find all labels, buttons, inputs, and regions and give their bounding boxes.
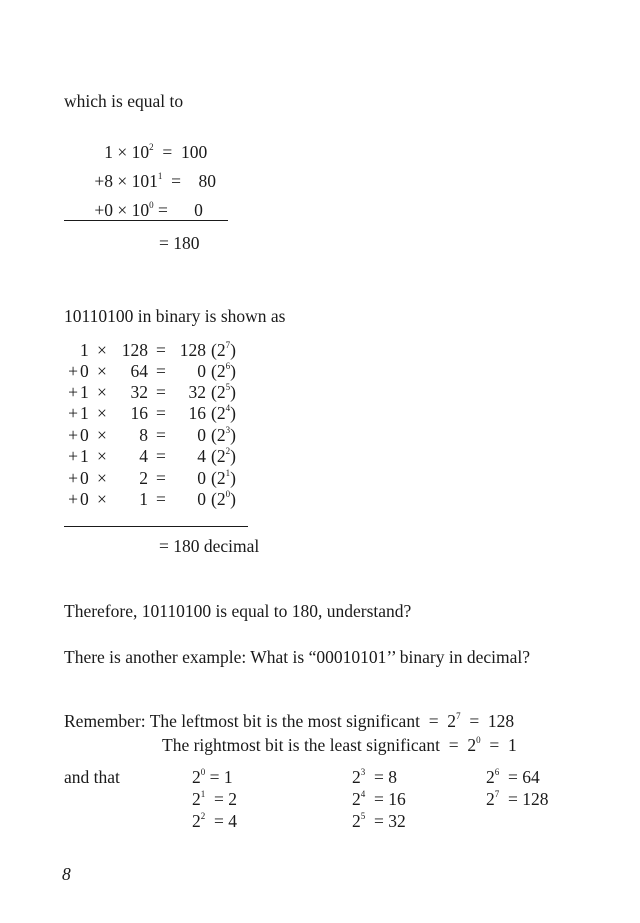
- power-cell: $(2^5)$: [211, 382, 236, 402]
- sum-rule: [64, 526, 248, 527]
- equals-sign: =: [156, 403, 166, 423]
- times-sign: ×: [97, 446, 107, 466]
- and-that-label: and that: [64, 767, 120, 787]
- bit-cell: 0: [80, 425, 89, 445]
- power-cell: $(2^0)$: [211, 489, 236, 509]
- value-cell: 0: [197, 489, 206, 509]
- power-entry: $2^4 = 16$: [352, 789, 406, 809]
- bit-cell: 1: [80, 403, 89, 423]
- power-cell: $(2^4)$: [211, 403, 236, 423]
- weight-cell: 16: [130, 403, 148, 423]
- times-sign: ×: [97, 340, 107, 360]
- bit-cell: 1: [80, 340, 89, 360]
- decimal-total: = 180: [159, 233, 200, 253]
- equals-sign: =: [156, 446, 166, 466]
- sign-cell: +: [68, 382, 78, 402]
- weight-cell: 64: [130, 361, 148, 381]
- power-entry: $2^2 = 4$: [192, 811, 237, 831]
- value-cell: 128: [179, 340, 206, 360]
- sign-cell: +: [68, 361, 78, 381]
- therefore-text: Therefore, 10110100 is equal to 180, understand?: [64, 601, 412, 621]
- power-entry: $2^7 = 128$: [486, 789, 549, 809]
- equals-sign: =: [156, 468, 166, 488]
- times-sign: ×: [97, 403, 107, 423]
- decimal-row: $+8 \times 101^1$ = 80: [94, 170, 216, 191]
- power-entry: $2^1 = 2$: [192, 789, 237, 809]
- value-cell: 16: [188, 403, 206, 423]
- bit-cell: 0: [80, 489, 89, 509]
- value-cell: 0: [197, 361, 206, 381]
- sum-rule: [64, 220, 228, 221]
- power-cell: $(2^7)$: [211, 340, 236, 360]
- sign-cell: +: [68, 425, 78, 445]
- equals-sign: =: [156, 489, 166, 509]
- remember-line: The rightmost bit is the least significant = $2^0 = 1$: [162, 735, 517, 755]
- page-number: 8: [62, 864, 71, 884]
- times-sign: ×: [97, 425, 107, 445]
- power-cell: $(2^6)$: [211, 361, 236, 381]
- binary-total: = 180 decimal: [159, 536, 260, 556]
- value-cell: 0: [197, 468, 206, 488]
- weight-cell: 128: [121, 340, 148, 360]
- example-text: There is another example: What is “00010101’’ binary in decimal?: [64, 647, 531, 667]
- equals-sign: =: [156, 340, 166, 360]
- decimal-row: $+0 \times 10^0$ = 0: [94, 199, 203, 220]
- times-sign: ×: [97, 382, 107, 402]
- times-sign: ×: [97, 361, 107, 381]
- remember-line: Remember: The leftmost bit is the most significant = $2^7 = 128$: [64, 711, 515, 731]
- equals-sign: =: [156, 425, 166, 445]
- bit-cell: 0: [80, 361, 89, 381]
- power-entry: $2^5 = 32$: [352, 811, 406, 831]
- equals-sign: =: [156, 361, 166, 381]
- weight-cell: 8: [139, 425, 148, 445]
- intro-text: which is equal to: [64, 91, 184, 111]
- weight-cell: 1: [139, 489, 148, 509]
- times-sign: ×: [97, 489, 107, 509]
- times-sign: ×: [97, 468, 107, 488]
- sign-cell: +: [68, 446, 78, 466]
- power-entry: $2^0 = 1$: [192, 767, 233, 787]
- sign-cell: +: [68, 403, 78, 423]
- bit-cell: 0: [80, 468, 89, 488]
- equals-sign: =: [156, 382, 166, 402]
- binary-heading: 10110100 in binary is shown as: [64, 306, 286, 326]
- weight-cell: 2: [139, 468, 148, 488]
- power-entry: $2^6 = 64$: [486, 767, 540, 787]
- sign-cell: +: [68, 489, 78, 509]
- decimal-row: $1 \times 10^2 = 100$: [104, 141, 208, 162]
- value-cell: 32: [188, 382, 206, 402]
- sign-cell: +: [68, 468, 78, 488]
- bit-cell: 1: [80, 446, 89, 466]
- power-cell: $(2^1)$: [211, 468, 236, 488]
- weight-cell: 4: [139, 446, 148, 466]
- value-cell: 0: [197, 425, 206, 445]
- value-cell: 4: [197, 446, 206, 466]
- power-cell: $(2^3)$: [211, 425, 236, 445]
- weight-cell: 32: [130, 382, 148, 402]
- bit-cell: 1: [80, 382, 89, 402]
- power-entry: $2^3 = 8$: [352, 767, 397, 787]
- power-cell: $(2^2)$: [211, 446, 236, 466]
